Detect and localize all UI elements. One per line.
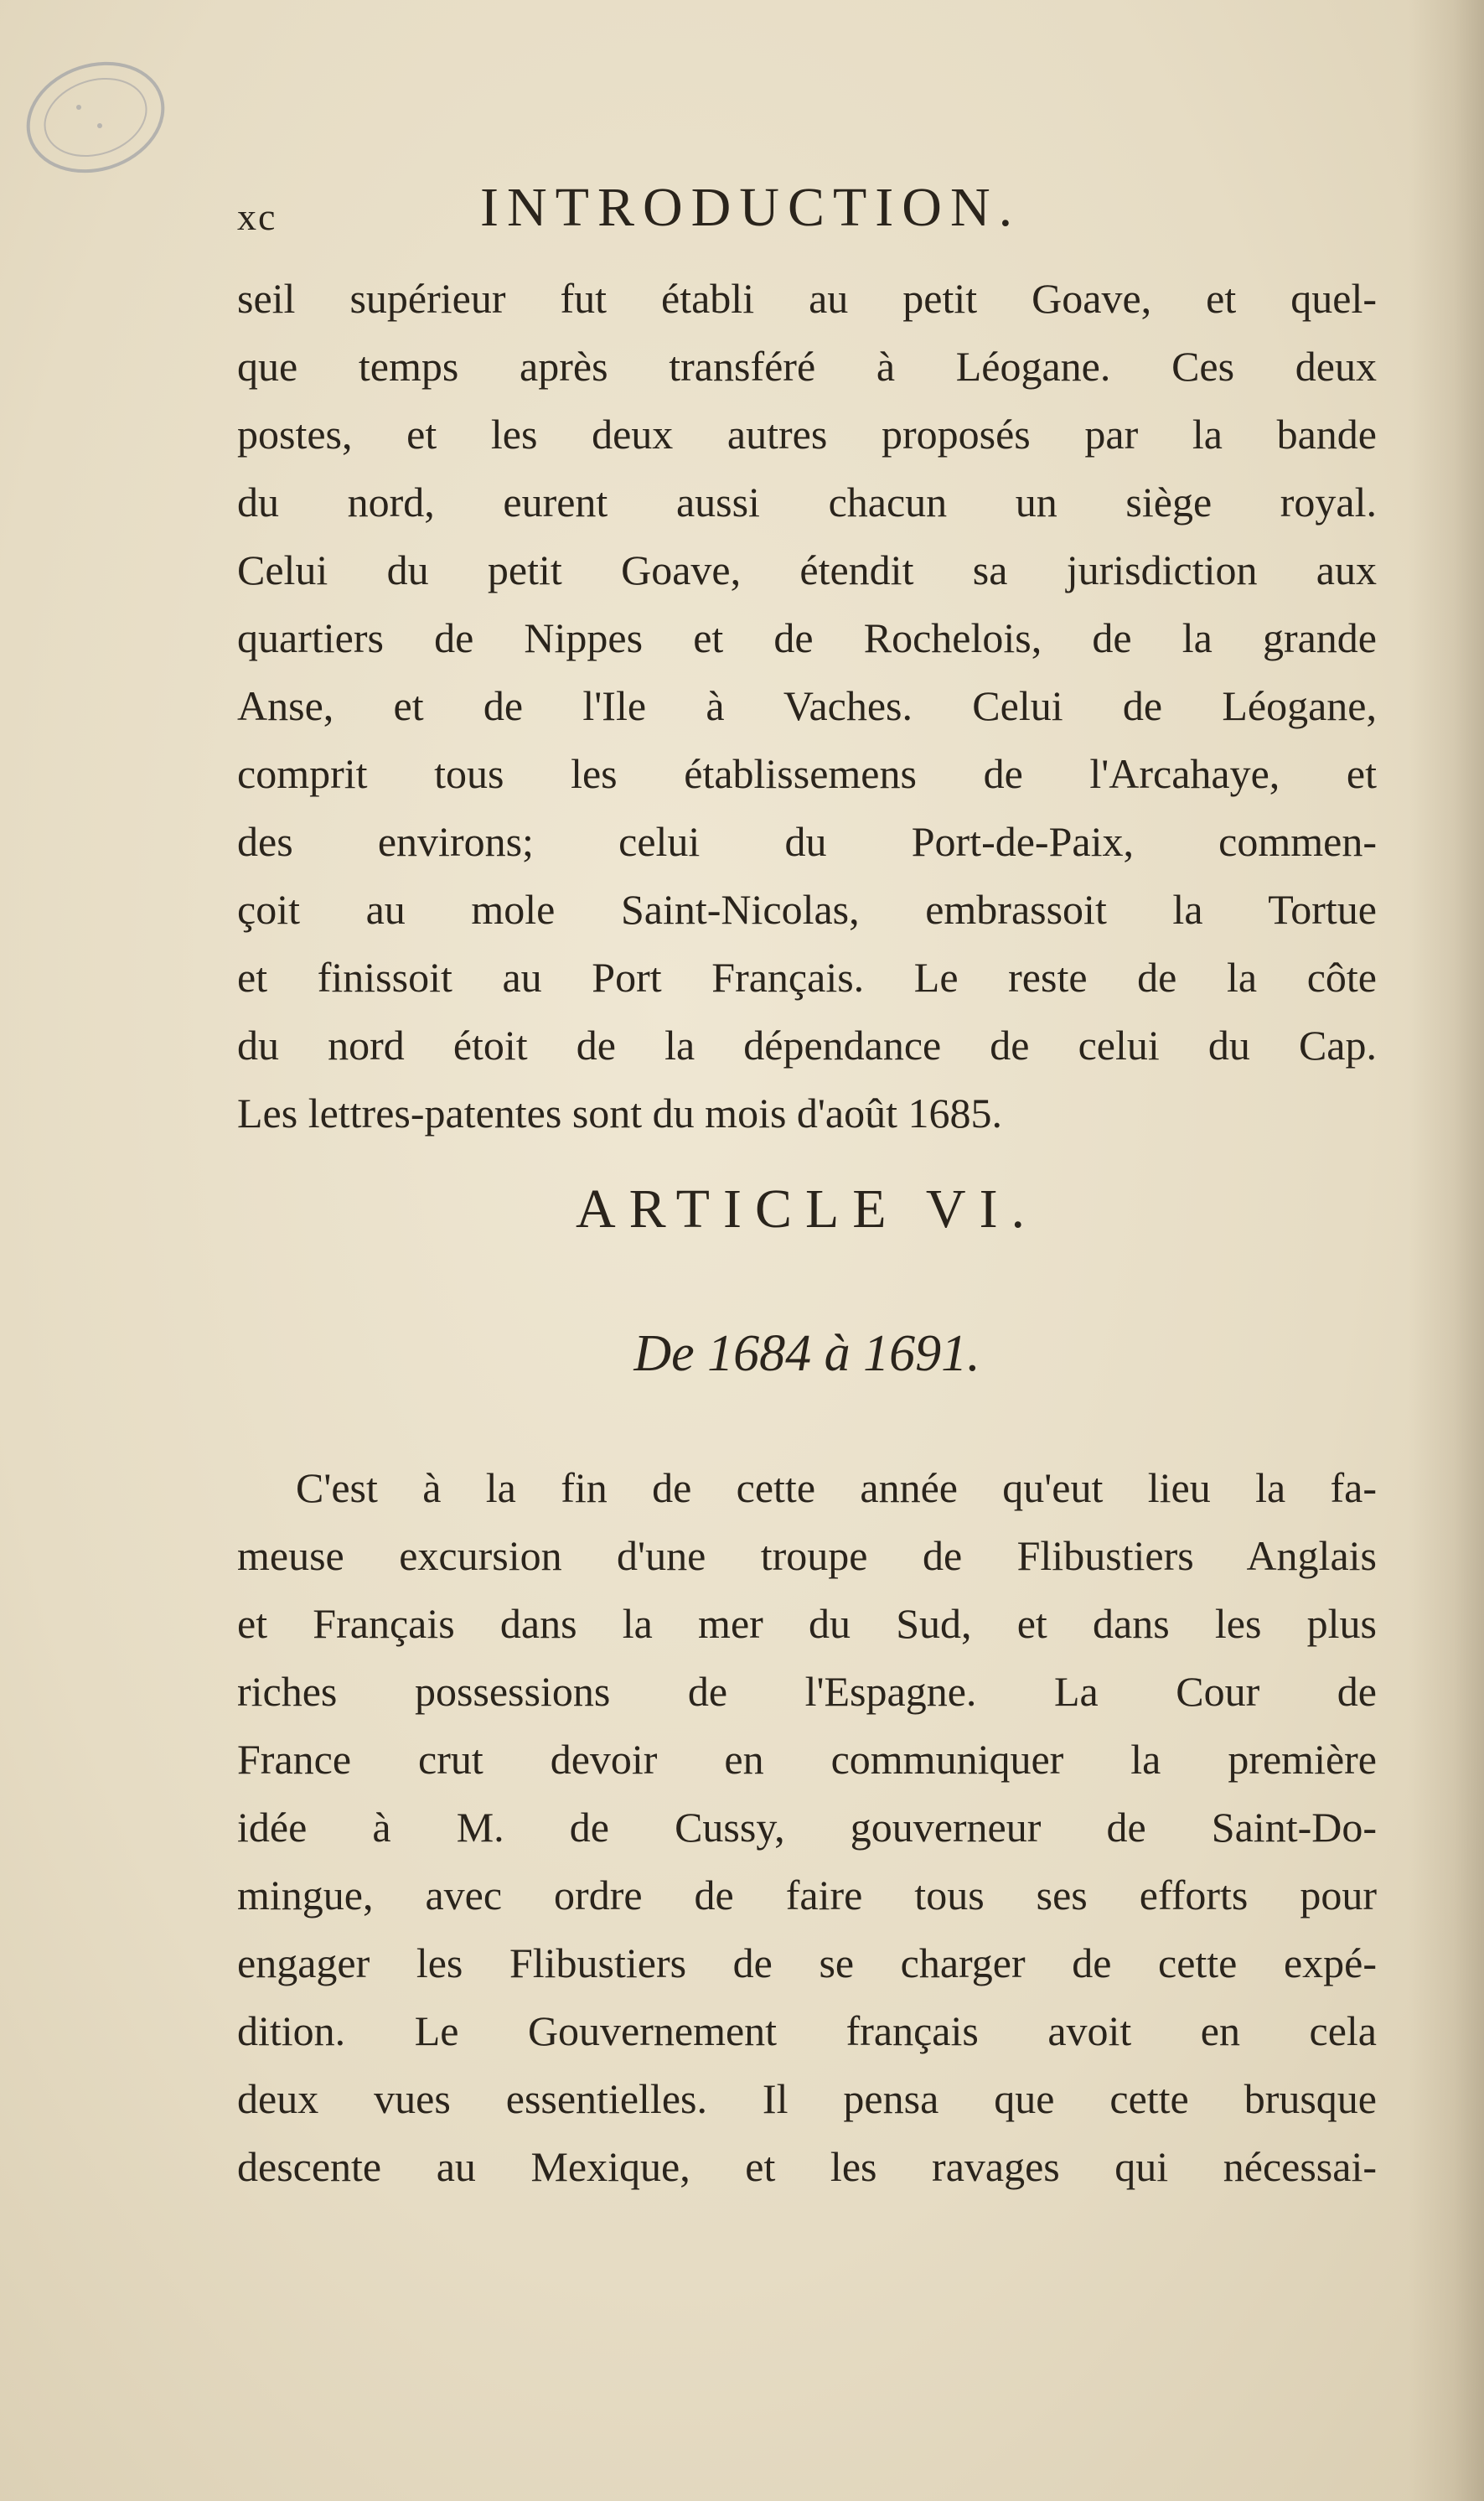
text-line: Les lettres-patentes sont du mois d'août 1685. [237, 1090, 1003, 1137]
text-line: et finissoit au Port Français. Le reste de la côte [237, 954, 1377, 1001]
text-line: meuse excursion d'une troupe de Flibustiers Anglais [237, 1532, 1377, 1579]
text-line: descente au Mexique, et les ravages qui nécessai- [237, 2143, 1377, 2190]
text-line: postes, et les deux autres proposés par la bande [237, 411, 1377, 458]
text-line: seil supérieur fut établi au petit Goave, et quel- [237, 275, 1377, 322]
text-line: idée à M. de Cussy, gouverneur de Saint-Do- [237, 1804, 1377, 1851]
text-line: engager les Flibustiers de se charger de cette expé- [237, 1939, 1377, 1986]
text-line: comprit tous les établissemens de l'Arcahaye, et [237, 750, 1377, 797]
paragraph-2 [237, 1454, 1377, 2201]
text-line: dition. Le Gouvernement français avoit en cela [237, 2007, 1377, 2054]
text-line: riches possessions de l'Espagne. La Cour de [237, 1668, 1377, 1715]
text-line: C'est à la fin de cette année qu'eut lieu la fa- [296, 1464, 1377, 1511]
text-line: deux vues essentielles. Il pensa que cette brusque [237, 2075, 1377, 2122]
text-line: et Français dans la mer du Sud, et dans les plus [237, 1600, 1377, 1647]
running-title: INTRODUCTION. [480, 177, 1021, 238]
text-line: France crut devoir en communiquer la première [237, 1736, 1377, 1783]
text-line: çoit au mole Saint-Nicolas, embrassoit la Tortue [237, 886, 1377, 933]
page-gutter-shadow [1409, 0, 1484, 2501]
running-head [237, 176, 1377, 251]
text-line: du nord étoit de la dépendance de celui du Cap. [237, 1022, 1377, 1069]
article-date-range: De 1684 à 1691. [633, 1325, 980, 1382]
page-number: xc [237, 195, 277, 238]
text-line: mingue, avec ordre de faire tous ses efforts pour [237, 1872, 1377, 1918]
article-heading: ARTICLE VI. [575, 1178, 1039, 1240]
text-line: que temps après transféré à Léogane. Ces deux [237, 343, 1377, 390]
paragraph-1 [237, 265, 1377, 1147]
text-line: Anse, et de l'Ile à Vaches. Celui de Léogane, [237, 682, 1377, 729]
text-line: des environs; celui du Port-de-Paix, commen- [237, 818, 1377, 865]
library-stamp [12, 49, 171, 183]
text-line: quartiers de Nippes et de Rochelois, de la grande [237, 614, 1377, 661]
text-line: du nord, eurent aussi chacun un siège royal. [237, 479, 1377, 526]
text-line: Celui du petit Goave, étendit sa jurisdiction aux [237, 546, 1377, 593]
